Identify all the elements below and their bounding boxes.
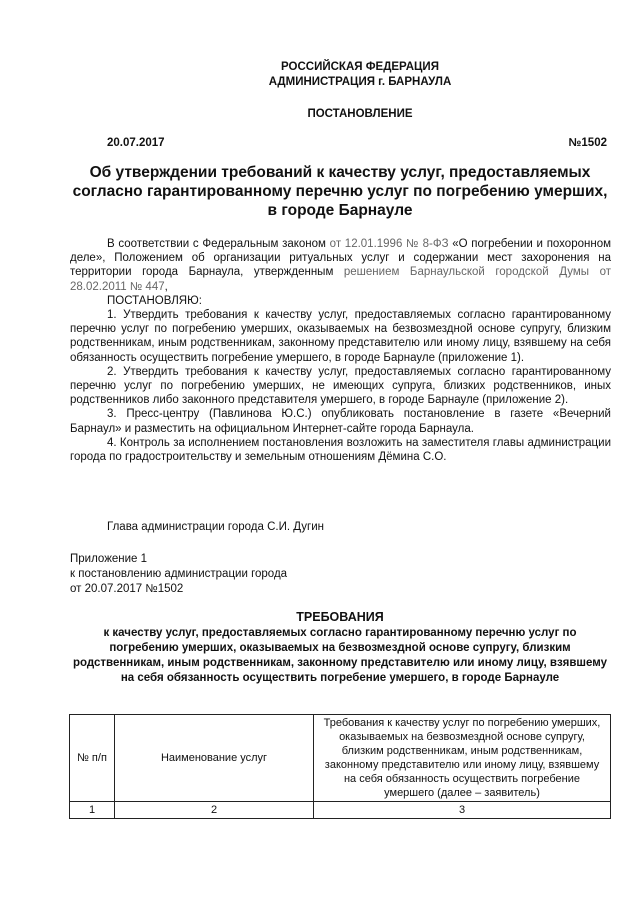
intro-paragraph: В соответствии с Федеральным законом от 12.01.1996 № 8-ФЗ «О погребении и похоронном деле», Положением об организации ритуальных услуг и содержании мест захоронения на территории города Барнаула, утвержденным решением Барнаульской городской Думы от 28.02.2011 № 447, — [70, 238, 611, 293]
table-number-row — [70, 802, 611, 819]
clause-4: 4. Контроль за исполнением постановления возложить на заместителя главы администрации города по градостроительству и земельным отношениям Дёмина С.О. — [70, 436, 611, 464]
country-line: РОССИЙСКАЯ ФЕДЕРАЦИЯ — [281, 61, 439, 73]
column-number: 3 — [314, 802, 611, 819]
clause-3: 3. Пресс-центру (Павлинова Ю.С.) опубликовать постановление в газете «Вечерний Барнаул» и разместить на официальном Интернет-сайте города Барнаула. — [70, 408, 611, 435]
column-header: Требования к качеству услуг по погребению умерших, оказываемых на безвозмездной основе супругу, близким родственникам, иным родственникам, законному представителю или иному лицу, взявшему на себя обязанность осуществить погребение умершего (далее – заявитель) — [314, 715, 611, 802]
administration-line: АДМИНИСТРАЦИЯ г. БАРНАУЛА — [268, 76, 452, 88]
column-number: 2 — [115, 802, 314, 819]
column-header: Наименование услуг — [115, 715, 314, 802]
decision-reference: решением Барнаульской городской Думы от 28.02.2011 № 447 — [70, 266, 611, 293]
document-date: 20.07.2017 — [107, 137, 165, 149]
resolve-line: ПОСТАНОВЛЯЮ: — [107, 294, 202, 307]
requirements-table — [69, 714, 611, 819]
document-number: №1502 — [568, 137, 607, 149]
table-header-row — [70, 715, 611, 802]
requirements-subtitle: к качеству услуг, предоставляемых согласно гарантированному перечню услуг по погребению умерших, оказываемых на безвозмездной основе супругу, близким родственникам, иным родственникам, законному представителю или иному лицу, взявшему на себя обязанность осуществить погребение умершего, в городе Барнауле — [72, 627, 608, 684]
clause-1: 1. Утвердить требования к качеству услуг, предоставляемых согласно гарантированному перечню услуг по погребению умерших, оказываемых на безвозмездной основе супругу, близким родственникам, иным родственникам, законному представителю или иному лицу, взявшему на себя обязанность осуществить погребение умершего, в городе Барнауле (приложение 1). — [70, 309, 611, 364]
clause-2: 2. Утвердить требования к качеству услуг, предоставляемых согласно гарантированному перечню услуг по погребению умерших, не имеющих супруга, близких родственников, иных родственников либо законного представителя умершего, в городе Барнауле (приложение 2). — [70, 365, 611, 407]
issuer-header — [40, 60, 640, 90]
document-body — [70, 237, 611, 464]
requirements-title: ТРЕБОВАНИЯ — [296, 610, 384, 624]
column-header: № п/п — [70, 715, 115, 802]
law-reference: от 12.01.1996 № 8-ФЗ — [329, 238, 449, 250]
document-title: Об утверждении требований к качеству услуг, предоставляемых согласно гарантированному перечню услуг по погребению умерших, в городе Барнауле — [72, 164, 608, 219]
document-kind: ПОСТАНОВЛЕНИЕ — [307, 108, 413, 120]
signature-line: Глава администрации города С.И. Дугин — [107, 521, 325, 533]
column-number: 1 — [70, 802, 115, 819]
appendix-reference: Приложение 1 к постановлению администрации города от 20.07.2017 №1502 — [70, 553, 288, 595]
